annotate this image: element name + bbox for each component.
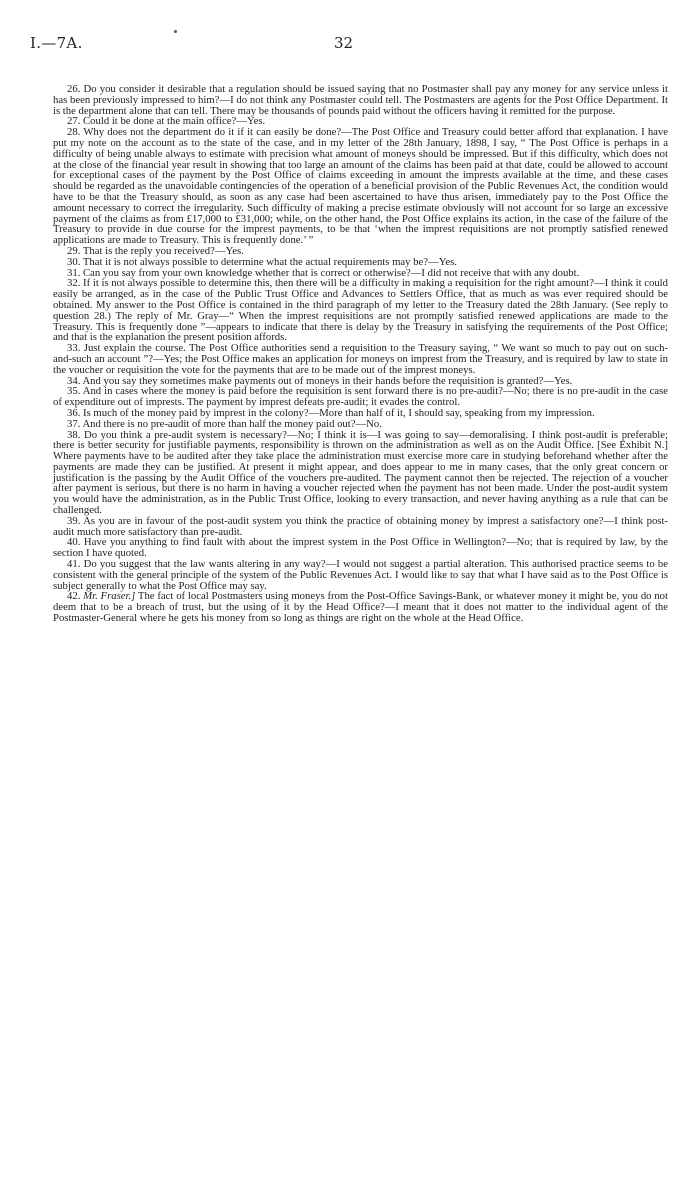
paragraph: 35. And in cases where the money is paid before the requisition is sent forward there is no pre-audit?—No; there is no pre-audit in the case of expenditure out of imprests. The payment by imprest defeats pre-audit; it evades the control.	[53, 385, 668, 409]
paragraph: 26. Do you consider it desirable that a regulation should be issued saying that no Postmaster shall pay any money for any service unless it has been previously impressed to him?—I do not think any Postmaster could tell. The Postmasters are agents for the Post Office Department. It is the department alone that can tell. There may be thousands of pounds paid without the officers having it remitted for the purpose.	[53, 83, 668, 117]
ink-dot	[174, 30, 177, 33]
paragraph: 32. If it is not always possible to determine this, then there will be a difficulty in making a requisition for the right amount?—I think it could easily be arranged, as in the case of the Public Trust Office and Advances to Settlers Office, that as much as was ever required should be obtained. My answer to the Post Office is contained in the third paragraph of my letter to the Treasury dated the 28th January. (See reply to question 28.) The reply of Mr. Gray—“ When the imprest requisitions are not promptly satisfied renewed applications are made to the Treasury. This is frequently done ”—appears to indicate that there is delay by the Treasury in satisfying the requirements of the Post Office; and that is the explanation the present position affords.	[53, 277, 668, 344]
paragraph: 29. That is the reply you received?—Yes.	[67, 244, 244, 257]
question-number: 42.	[67, 590, 84, 603]
paragraph: 27. Could it be done at the main office?—Yes.	[67, 115, 266, 128]
paragraph	[53, 559, 668, 591]
paragraph: 33. Just explain the course. The Post Office authorities send a requisition to the Treasury saying, “ We want so much to pay out on such-and-such an account ”?—Yes; the Post Office makes an application for moneys on imprest from the Treasury, and is required by law to state in the voucher or requisition the vote for the payments that are to be made out of the imprest moneys.	[53, 342, 668, 376]
paragraph: 36. Is much of the money paid by imprest in the colony?—More than half of it, I should say, speaking from my impression.	[67, 406, 595, 419]
paragraph: 40. Have you anything to find fault with about the imprest system in the Post Office in Wellington?—No; that is required by law, by the section I have quoted.	[53, 536, 668, 560]
page-number: 32	[334, 34, 354, 52]
paragraph: 31. Can you say from your own knowledge whether that is correct or otherwise?—I did not receive that with any doubt.	[67, 266, 580, 279]
paragraph: 28. Why does not the department do it if it can easily be done?—The Post Office and Treasury could better afford that explanation. I have put my note on the account as to the state of the case, and in my letter of the 28th January, 1898, I say, “ The Post Office is perhaps in a difficulty of being unable always to estimate with precision what amount of moneys should be impressed. But if this difficulty, which does not at the close of the financial year result in showing that too large an amount of the claims has been paid at that date, could be allowed to account for exceptional cases of the payment by the Post Office of claims exceeding in amount the imprests available at the time, and these cases should be regarded as the unavoidable contingencies of the operation of a beneficial provision of the Public Revenues Act, the condition would have to be that the Treasury should, as soon as any case had been ascertained to have thus arisen, immediately pay to the Post Office the amount necessary to correct the irregularity. Such difficulty of making a precise estimate obviously will not account for so large an excessive payment of the claims as from £17,000 to £31,000; while, on the other hand, the Post Office explains its action, in the case of the failure of the Treasury to provide in due course for the imprest payments, to be that ‘when the imprest requisitions are not promptly satisfied renewed applications are made to Treasury. This is frequently done.’ ”	[53, 126, 668, 247]
paragraph: 38. Do you think a pre-audit system is necessary?—No; I think it is—I was going to say—demoralising. I think post-audit is preferable; there is better security for justifiable payments, responsibility is thrown on the administration as well as on the Audit Office. [See Exhibit N.] Where payments have to be audited after they take place the administration must exercise more care in studying beforehand whether after the payments are made they can be justified. At present it might appear, and does appear to me in many cases, that the only great concern or justification is the passing by the Audit Office of the vouchers pre-audited. The payment cannot then be rejected. The rejection of a voucher after payment is serious, but there is no harm in having a voucher rejected when the payment has not been made. Under the post-audit system you would have the administration, as in the Public Trust Office, looking to every transaction, and never having anything as a rule that can be challenged.	[53, 428, 668, 517]
paragraph: 30. That it is not always possible to determine what the actual requirements may be?—Yes.	[67, 255, 457, 268]
document-body	[53, 84, 668, 624]
paragraph: 39. As you are in favour of the post-audit system you think the practice of obtaining money by imprest a satisfactory one?—I think post-audit much more satisfactory than pre-audit.	[53, 514, 668, 538]
paragraph	[53, 591, 668, 623]
paragraph-text: 41. Do you suggest that the law wants altering in any way?—I would not suggest a partial alteration. This authorised practice seems to be consistent with the general principle of the system of the Public Revenues Act. I would like to say that what I have said as to the Post Office is subject generally to what the Post Office may say.	[53, 558, 668, 592]
document-reference: I.—7A.	[30, 34, 83, 52]
paragraph: 37. And there is no pre-audit of more than half the money paid out?—No.	[67, 417, 382, 430]
paragraph-text: The fact of local Postmasters using moneys from the Post-Office Savings-Bank, or whatever money it might be, you do not deem that to be a breach of trust, but the using of it by the Head Office?—I meant that it does not matter to the individual agent of the Postmaster-General where he gets his money from so long as things are right on the whole at the Head Office.	[53, 590, 668, 625]
paragraph: 34. And you say they sometimes make payments out of moneys in their hands before the requisition is granted?—Yes.	[67, 374, 573, 387]
speaker-name: Mr. Fraser.]	[83, 590, 136, 603]
